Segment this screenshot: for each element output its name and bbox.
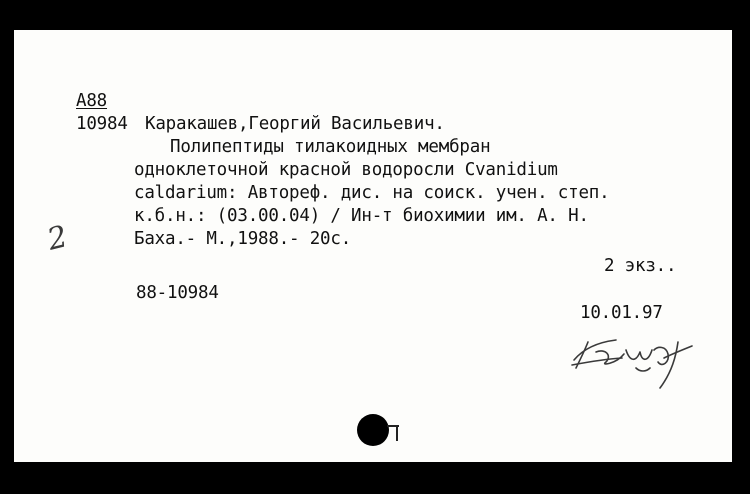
shelf-mark: А88 <box>76 91 108 111</box>
description-line-5: Баха.- М.,1988.- 20с. <box>134 229 352 249</box>
entry-number: 10984 <box>76 114 128 134</box>
punch-hole-tab <box>386 423 402 445</box>
description-line-1: Полипептиды тилакоидных мембран <box>170 137 491 157</box>
accession-number: 88-10984 <box>136 283 219 303</box>
catalog-card <box>14 30 732 462</box>
date-stamp: 10.01.97 <box>580 303 663 323</box>
punch-hole <box>357 414 389 446</box>
description-line-3: caldarium: Автореф. дис. на соиск. учен. степ. <box>134 183 610 203</box>
copies-count: 2 экз.. <box>604 256 677 276</box>
author-name: Каракашев,Георгий Васильевич. <box>145 114 445 134</box>
description-line-4: к.б.н.: (03.00.04) / Ин-т биохимии им. А. Н. <box>134 206 589 226</box>
handwritten-signature <box>566 328 696 398</box>
description-line-2: одноклеточной красной водоросли Cvanidium <box>134 160 558 180</box>
margin-mark: 2 <box>43 219 71 258</box>
